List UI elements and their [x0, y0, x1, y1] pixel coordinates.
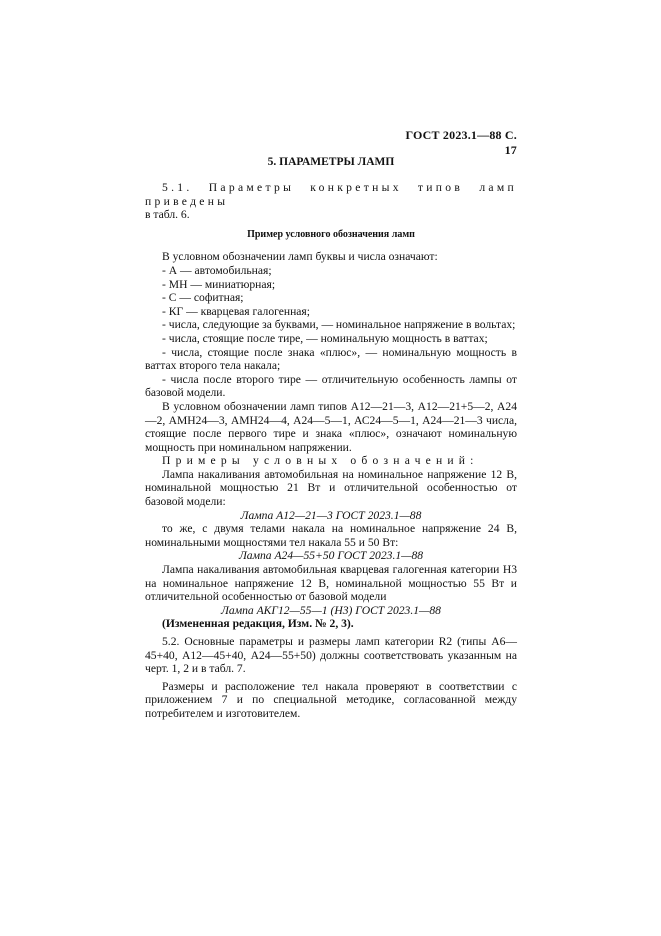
example-2-designation: Лампа А24—55+50 ГОСТ 2023.1—88 [238, 549, 424, 563]
list-item: - КГ — кварцевая галогенная; [162, 304, 310, 318]
paragraph-5-1-end: в табл. 6. [145, 208, 190, 222]
paragraph-5-2: 5.2. Основные параметры и размеры ламп категории R2 (типы А6—45+40, А12—45+40, А24—55+50) должны соответствовать указанным на черт. 1, 2 и в табл. 7. [145, 635, 517, 676]
paragraph-5-1: 5.1. Параметры конкретных типов ламп приведены [145, 181, 517, 208]
example-3-designation: Лампа АКГ12—55—1 (Н3) ГОСТ 2023.1—88 [221, 603, 441, 617]
section-title: 5. ПАРАМЕТРЫ ЛАМП [267, 156, 395, 168]
list-item: - числа после второго тире — отличительную особенность лампы от базовой модели. [145, 372, 517, 400]
final-paragraph: Размеры и расположение тел накала проверяют в соответствии с приложением 7 и по специальной методике, согласованной между потребителем и изготовителем. [145, 679, 517, 720]
page-header: ГОСТ 2023.1—88 С. 17 [405, 128, 517, 157]
list-item: - числа, стоящие после тире, — номинальную мощность в ваттах; [162, 331, 488, 345]
list-item: - С — софитная; [162, 291, 244, 305]
example-2-text: то же, с двумя телами накала на номинальное напряжение 24 В, номинальными мощностями тел накала 55 и 50 Вт: [145, 522, 517, 549]
example-heading: Пример условного обозначения ламп [247, 228, 415, 240]
intro-paragraph: В условном обозначении ламп буквы и числа означают: [162, 250, 438, 264]
list-item: - числа, следующие за буквами, — номинальное напряжение в вольтах; [162, 318, 516, 332]
example-1-text: Лампа накаливания автомобильная на номинальное напряжение 12 В, номинальной мощностью 21 Вт и отличительной особенностью от базовой модели: [145, 467, 517, 509]
example-1-designation: Лампа А12—21—3 ГОСТ 2023.1—88 [240, 508, 422, 522]
list-item: - А — автомобильная; [162, 263, 272, 277]
examples-heading: Примеры условных обозначений: [162, 454, 479, 468]
example-3-text: Лампа накаливания автомобильная кварцевая галогенная категории Н3 на номинальное напряжение 12 В, номинальной мощностью 55 Вт и отличительной особенностью от базовой модели [145, 563, 517, 604]
document-body [145, 181, 517, 721]
list-item: - числа, стоящие после знака «плюс», — номинальную мощность в ваттах второго тела накала; [145, 345, 517, 373]
list-item: - МН — миниатюрная; [162, 277, 276, 291]
revision-note: (Измененная редакция, Изм. № 2, 3). [162, 617, 354, 631]
types-paragraph: В условном обозначении ламп типов А12—21—3, А12—21+5—2, А24—2, АМН24—3, АМН24—4, А24—5—1, АС24—5—1, А24—21—3 числа, стоящие после первого тире и знака «плюс», означают номинальную мощность при номинальном напряжении. [145, 399, 517, 454]
